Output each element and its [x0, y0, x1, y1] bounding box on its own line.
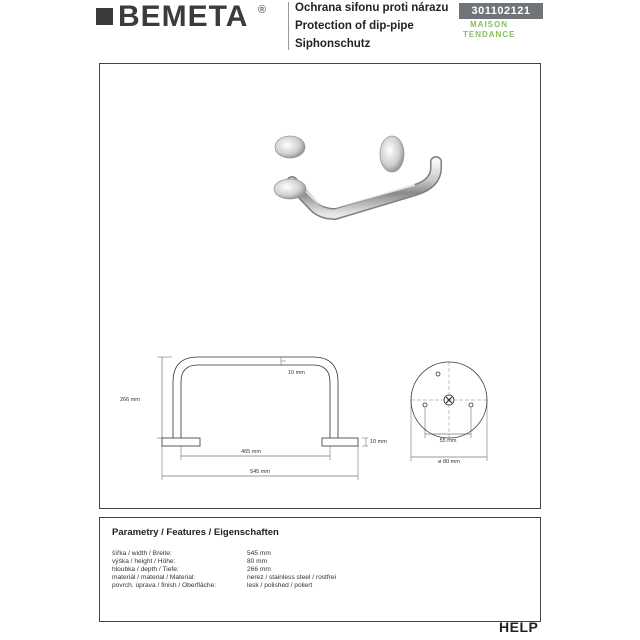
param-value-finish: lesk / polished / poliert	[247, 582, 313, 589]
rosette-view	[411, 362, 487, 461]
dim-hole-spacing: 55 mm	[439, 438, 457, 444]
brand-logo: BEMETA	[118, 0, 249, 33]
dim-total-width: 545 mm	[250, 469, 270, 475]
watermark-line2: TENDANCE	[463, 30, 516, 39]
registered-mark: ®	[258, 4, 267, 16]
param-value-depth: 266 mm	[247, 566, 271, 573]
parameters-title: Parametry / Features / Eigenschaften	[112, 527, 279, 538]
dim-base: 10 mm	[370, 439, 387, 445]
param-label-depth: hloubka / depth / Tiefe:	[112, 566, 179, 573]
product-drawing	[100, 64, 542, 510]
brand-logo-mark	[96, 8, 113, 25]
product-code: 301102121	[459, 3, 543, 19]
product-title-cz: Ochrana sifonu proti nárazu	[295, 2, 449, 14]
param-label-material: materiál / material / Material:	[112, 574, 196, 581]
dim-wall: 10 mm	[288, 370, 305, 376]
param-value-material: nerez / stainless steel / rostfrei	[247, 574, 337, 581]
param-value-width: 545 mm	[247, 550, 271, 557]
param-label-finish: povrch. úprava / finish / Oberfläche:	[112, 582, 217, 589]
dim-height: 266 mm	[120, 397, 140, 403]
header-divider	[288, 2, 289, 50]
product-photo	[274, 136, 436, 214]
series-name: HELP	[499, 619, 539, 635]
parameters-box	[99, 517, 541, 622]
drawing-frame	[99, 63, 541, 509]
param-label-width: šířka / width / Breite:	[112, 550, 172, 557]
param-value-height: 80 mm	[247, 558, 268, 565]
dim-inner-width: 465 mm	[241, 449, 261, 455]
product-title-de: Siphonschutz	[295, 38, 371, 50]
param-label-height: výška / height / Höhe:	[112, 558, 176, 565]
product-title-en: Protection of dip-pipe	[295, 20, 414, 32]
front-elevation	[157, 357, 368, 480]
dim-diameter: ø 80 mm	[438, 459, 460, 465]
watermark-line1: MAISON	[470, 20, 508, 29]
